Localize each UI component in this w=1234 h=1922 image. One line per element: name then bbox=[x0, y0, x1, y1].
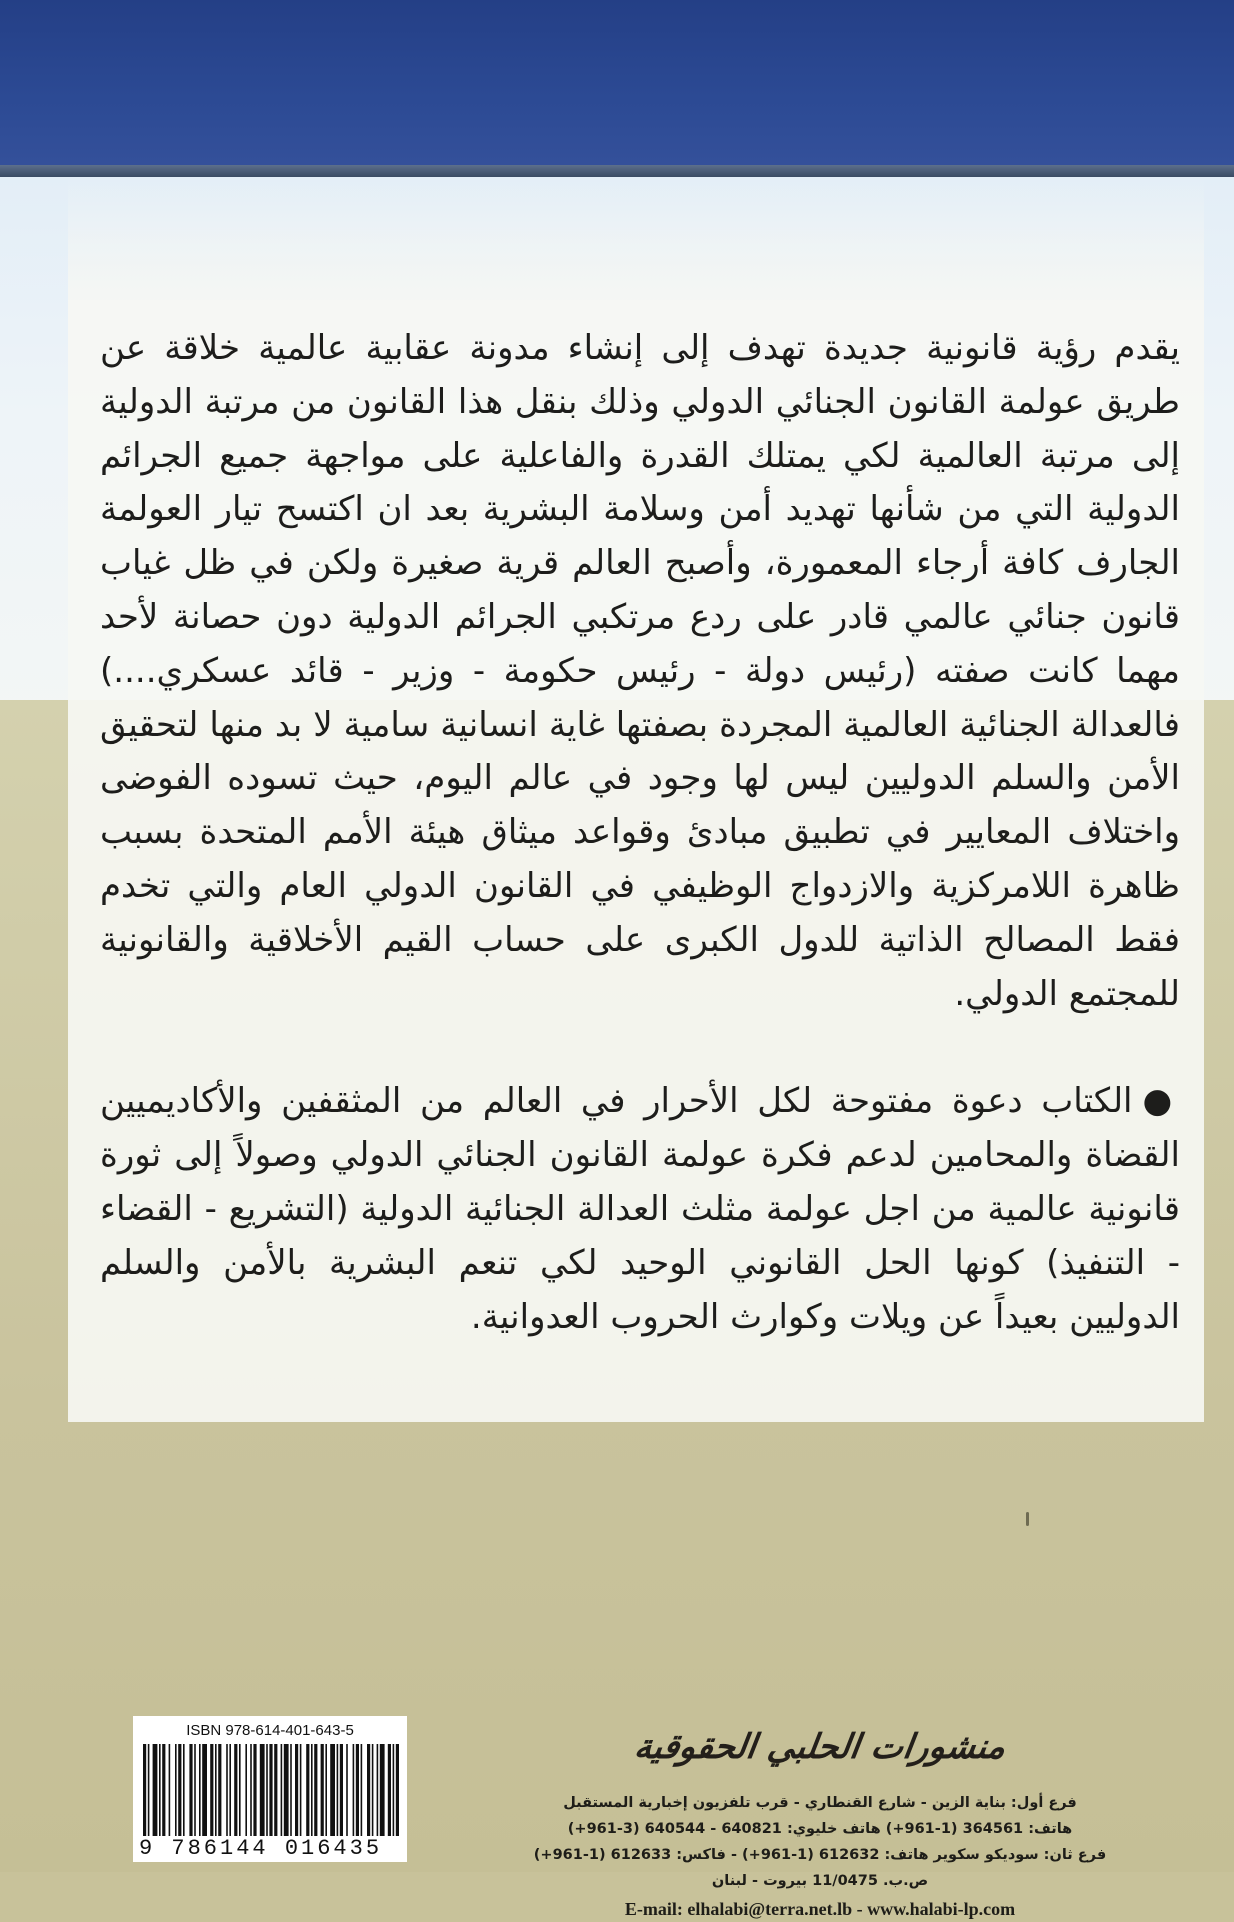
blurb-paragraph-2-text: الكتاب دعوة مفتوحة لكل الأحرار في العالم من المثقفين والأكاديميين القضاة والمحامين لدعم فكرة عولمة القانون الجنائي الدولي وصولاً إلى ثورة قانونية عالمية من اجل عولمة مثلث العدالة الجنائية الدولية (التشريع - القضاء - التنفيذ) كونها الحل القانوني الوحيد لكي تنعم البشرية بالأمن والسلم الدوليين بعيداً عن ويلات وكوارث الحروب العدوانية. bbox=[100, 1081, 1180, 1337]
publisher-contact: E-mail: elhalabi@terra.net.lb - www.halabi-lp.com bbox=[624, 1899, 1016, 1919]
barcode-bar bbox=[353, 1744, 355, 1836]
barcode-bar bbox=[253, 1744, 256, 1836]
cover-divider bbox=[0, 165, 1234, 177]
barcode-bar bbox=[148, 1744, 150, 1836]
barcode-bar bbox=[175, 1744, 177, 1836]
barcode-bar bbox=[189, 1744, 192, 1836]
publisher-address-line-4: ص.ب. 11/0475 بيروت - لبنان bbox=[711, 1873, 929, 1889]
barcode-bar bbox=[393, 1744, 395, 1836]
barcode-bar bbox=[194, 1744, 196, 1836]
blurb-text bbox=[100, 322, 1180, 1344]
barcode-bar bbox=[340, 1744, 343, 1836]
barcode-bar bbox=[377, 1744, 379, 1836]
publisher-block bbox=[470, 1722, 1170, 1922]
cover-top-band bbox=[0, 0, 1234, 165]
barcode-bar bbox=[218, 1744, 221, 1836]
text-panel-fade bbox=[68, 177, 1204, 300]
barcode-bar bbox=[284, 1744, 289, 1836]
barcode-bar bbox=[367, 1744, 370, 1836]
barcode-bar bbox=[239, 1744, 241, 1836]
barcode-bar bbox=[396, 1744, 399, 1836]
barcode-bar bbox=[372, 1744, 374, 1836]
barcode-bar bbox=[281, 1744, 283, 1836]
isbn-label: ISBN 978-614-401-643-5 bbox=[186, 1722, 354, 1739]
barcode-bar bbox=[183, 1744, 185, 1836]
barcode-bar bbox=[321, 1744, 324, 1836]
publisher-address-line-1: فرع أول: بناية الزين - شارع القنطاري - قرب تلفزيون إخبارية المستقبل bbox=[563, 1795, 1077, 1811]
barcode-bar bbox=[380, 1744, 385, 1836]
barcode-bar bbox=[215, 1744, 217, 1836]
barcode-bar bbox=[295, 1744, 298, 1836]
barcode-bar bbox=[388, 1744, 391, 1836]
barcode-bar bbox=[143, 1744, 146, 1836]
barcode-bar bbox=[250, 1744, 252, 1836]
barcode-bar bbox=[300, 1744, 302, 1836]
barcode-bar bbox=[202, 1744, 207, 1836]
barcode-bar bbox=[210, 1744, 213, 1836]
barcode-bar bbox=[306, 1744, 309, 1836]
barcode-bar bbox=[229, 1744, 231, 1836]
barcode-bar bbox=[260, 1744, 265, 1836]
blurb-paragraph-1: يقدم رؤية قانونية جديدة تهدف إلى إنشاء مدونة عقابية عالمية خلاقة عن طريق عولمة القانون الجنائي الدولي وذلك بنقل هذا القانون من مرتبة الدولية إلى مرتبة العالمية لكي يمتلك القدرة والفاعلية على مواجهة جميع الجرائم الدولية التي من شأنها تهديد أمن وسلامة البشرية بعد ان اكتسح تيار العولمة الجارف كافة أرجاء المعمورة، وأصبح العالم قرية صغيرة ولكن في ظل غياب قانون جنائي عالمي قادر على ردع مرتكبي الجرائم الدولية دون حصانة لأحد مهما كانت صفته (رئيس دولة - رئيس حكومة - وزير - قائد عسكري....) فالعدالة الجنائية العالمية المجردة بصفتها غاية انسانية سامية لا بد منها لتحقيق الأمن والسلم الدوليين ليس لها وجود في عالم اليوم، حيث تسوده الفوضى واختلاف المعايير في تطبيق مبادئ وقواعد ميثاق هيئة الأمم المتحدة بسبب ظاهرة اللامركزية والازدواج الوظيفي في القانون الدولي العام والتي تخدم فقط المصالح الذاتية للدول الكبرى على حساب القيم الأخلاقية والقانونية للمجتمع الدولي. bbox=[100, 328, 1180, 1014]
barcode-bar bbox=[337, 1744, 339, 1836]
barcode-bar bbox=[274, 1744, 277, 1836]
barcode-bar bbox=[226, 1744, 228, 1836]
barcode-bar bbox=[199, 1744, 201, 1836]
barcode-bar bbox=[356, 1744, 359, 1836]
blurb-paragraph-2 bbox=[100, 1075, 1180, 1344]
barcode-digits: 9 786144 016435 bbox=[139, 1836, 383, 1861]
barcode-bar bbox=[234, 1744, 237, 1836]
publisher-logo: منشورات الحلبي الحقوقية bbox=[631, 1727, 1009, 1767]
barcode-bar bbox=[269, 1744, 272, 1836]
barcode-bar bbox=[159, 1744, 161, 1836]
barcode-bar bbox=[346, 1744, 348, 1836]
barcode-bar bbox=[330, 1744, 335, 1836]
barcode bbox=[133, 1716, 407, 1862]
barcode-bar bbox=[245, 1744, 247, 1836]
barcode-bar bbox=[178, 1744, 181, 1836]
bullet-icon: ● bbox=[1142, 1081, 1181, 1122]
barcode-bar bbox=[153, 1744, 158, 1836]
barcode-bar bbox=[361, 1744, 363, 1836]
print-speck bbox=[1026, 1512, 1029, 1526]
barcode-bar bbox=[169, 1744, 171, 1836]
barcode-bar bbox=[266, 1744, 268, 1836]
barcode-bar bbox=[311, 1744, 313, 1836]
barcode-bar bbox=[290, 1744, 292, 1836]
barcode-bar bbox=[162, 1744, 165, 1836]
publisher-address-line-2: هاتف: 364561 (1-961+) هاتف خليوي: 640821 - 640544 (3-961+) bbox=[567, 1821, 1073, 1837]
barcode-bar bbox=[325, 1744, 327, 1836]
publisher-address-line-3: فرع ثان: سوديكو سكوير هاتف: 612632 (1-961+) - فاكس: 612633 (1-961+) bbox=[533, 1847, 1107, 1863]
barcode-bar bbox=[314, 1744, 317, 1836]
barcode-bars bbox=[139, 1744, 401, 1836]
